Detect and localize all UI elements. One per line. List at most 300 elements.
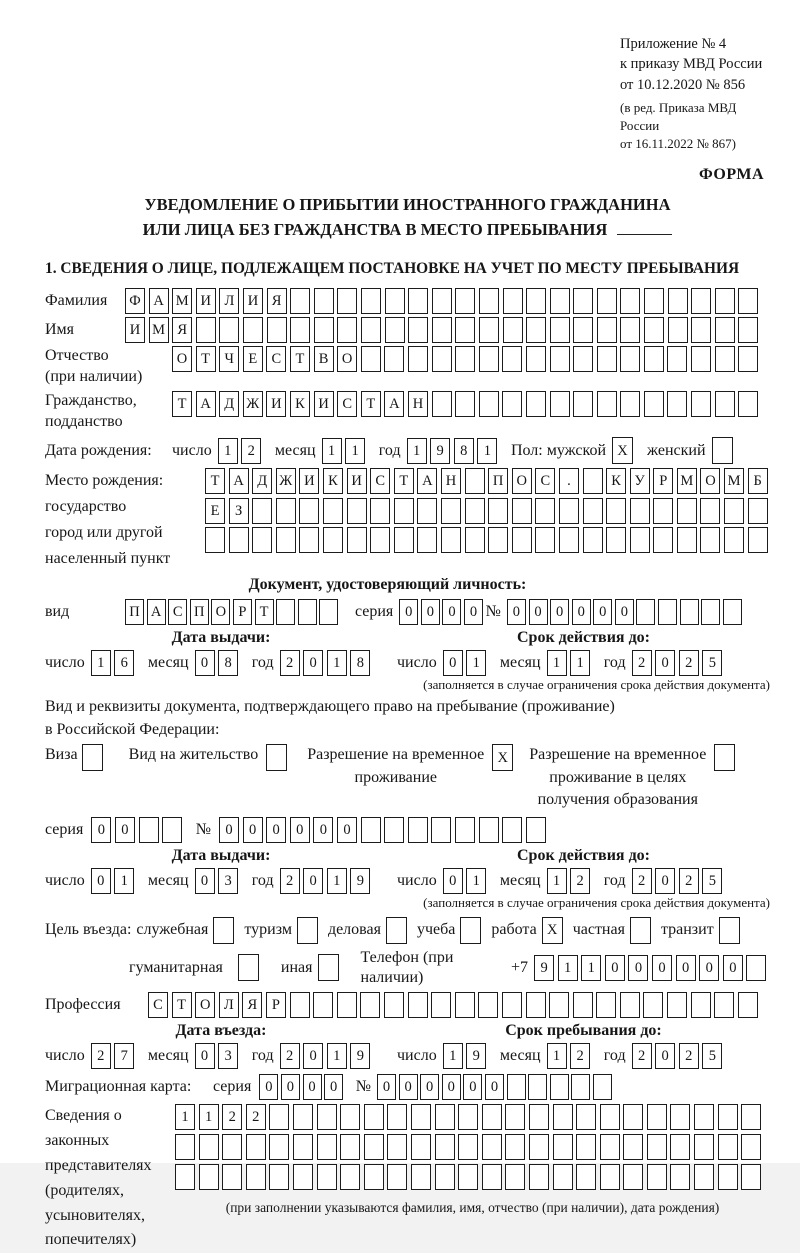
- entry-year-cells[interactable]: [280, 1043, 374, 1069]
- char-cell: [680, 599, 699, 625]
- birthplace-label3: город или другой: [45, 524, 163, 542]
- birthplace-row3-cells[interactable]: [205, 527, 771, 553]
- stay-day-cells[interactable]: [443, 1043, 490, 1069]
- char-cell: [573, 992, 593, 1018]
- char-cell: [677, 527, 697, 553]
- passport-valid-day-cells[interactable]: [443, 650, 490, 676]
- char-cell: [479, 317, 499, 343]
- char-cell: [507, 1074, 526, 1100]
- residence-valid-year-cells[interactable]: [632, 868, 726, 894]
- char-cell: [465, 498, 485, 524]
- temp-residence-label1: Разрешение на временное: [307, 746, 485, 764]
- char-cell: [387, 1164, 407, 1190]
- char-cell: [435, 1104, 455, 1130]
- day-word: число: [397, 872, 437, 890]
- char-cell: [505, 1104, 525, 1130]
- citizenship-cells[interactable]: [172, 391, 762, 417]
- char-cell: [600, 1134, 620, 1160]
- char-cell: К: [606, 468, 626, 494]
- char-cell: 1: [547, 868, 567, 894]
- legal-reps-label4: (родителях,: [45, 1181, 125, 1199]
- char-cell: [252, 527, 272, 553]
- residence-doc-line1: Вид и реквизиты документа, подтверждающего право на пребывание (проживание): [45, 698, 615, 716]
- birthdate-month-cells[interactable]: [322, 438, 369, 464]
- doc-number-cells[interactable]: [507, 599, 745, 625]
- char-cell: [535, 498, 555, 524]
- char-cell: К: [290, 391, 310, 417]
- visa-option: [45, 744, 103, 771]
- firstname-label: Имя: [45, 321, 75, 339]
- char-cell: 0: [572, 599, 591, 625]
- doc-number-label: №: [485, 603, 501, 621]
- char-cell: Т: [205, 468, 225, 494]
- char-cell: [290, 288, 310, 314]
- char-cell: [408, 317, 428, 343]
- char-cell: [712, 437, 733, 464]
- purpose-humanitarian-checkbox[interactable]: [238, 954, 259, 981]
- char-cell: [694, 1134, 714, 1160]
- birthplace-row1-cells[interactable]: [205, 468, 771, 494]
- char-cell: [643, 992, 663, 1018]
- char-cell: [478, 992, 498, 1018]
- char-cell: [411, 1104, 431, 1130]
- char-cell: 0: [195, 1043, 215, 1069]
- char-cell: 0: [195, 650, 215, 676]
- document-reference: [620, 34, 770, 153]
- char-cell: [267, 317, 287, 343]
- patronymic-field: [45, 346, 770, 388]
- char-cell: [479, 288, 499, 314]
- char-cell: X: [612, 437, 633, 464]
- migration-number-label: №: [355, 1077, 371, 1095]
- char-cell: [553, 1104, 573, 1130]
- passport-valid-month-cells[interactable]: [547, 650, 594, 676]
- purpose-opt8-label: гуманитарная: [129, 958, 223, 976]
- passport-issue-year-cells[interactable]: [280, 650, 374, 676]
- char-cell: [647, 1104, 667, 1130]
- char-cell: О: [700, 468, 720, 494]
- char-cell: 0: [655, 650, 675, 676]
- char-cell: Д: [252, 468, 272, 494]
- char-cell: Я: [172, 317, 192, 343]
- char-cell: 9: [466, 1043, 486, 1069]
- char-cell: [550, 317, 570, 343]
- char-cell: [139, 817, 159, 843]
- char-cell: 0: [377, 1074, 396, 1100]
- char-cell: 9: [534, 955, 554, 981]
- char-cell: 0: [676, 955, 696, 981]
- edu-residence-checkbox[interactable]: [714, 744, 735, 771]
- char-cell: [394, 527, 414, 553]
- char-cell: [479, 346, 499, 372]
- char-cell: [411, 1134, 431, 1160]
- char-cell: [387, 1104, 407, 1130]
- char-cell: И: [347, 468, 367, 494]
- purpose-opt5-label: работа: [491, 921, 537, 939]
- char-cell: О: [512, 468, 532, 494]
- char-cell: П: [488, 468, 508, 494]
- char-cell: Н: [408, 391, 428, 417]
- edu-residence-label3: получения образования: [537, 791, 698, 809]
- char-cell: [503, 288, 523, 314]
- surname-cells[interactable]: [125, 288, 762, 314]
- char-cell: М: [724, 468, 744, 494]
- char-cell: 0: [699, 955, 719, 981]
- purpose-field-line2: [45, 948, 770, 988]
- stay-year-cells[interactable]: [632, 1043, 726, 1069]
- edu-residence-option: [529, 744, 735, 811]
- char-cell: 0: [443, 868, 463, 894]
- birthdate-field: [45, 437, 770, 464]
- char-cell: Е: [205, 498, 225, 524]
- char-cell: [715, 346, 735, 372]
- residence-valid-month-cells[interactable]: [547, 868, 594, 894]
- char-cell: 0: [91, 817, 111, 843]
- char-cell: 1: [547, 1043, 567, 1069]
- char-cell: [290, 992, 310, 1018]
- purpose-transit-checkbox[interactable]: [719, 917, 740, 944]
- month-word: месяц: [499, 1046, 541, 1064]
- char-cell: [623, 1134, 643, 1160]
- char-cell: Т: [290, 346, 310, 372]
- char-cell: Р: [653, 468, 673, 494]
- char-cell: М: [149, 317, 169, 343]
- char-cell: Т: [394, 468, 414, 494]
- char-cell: А: [417, 468, 437, 494]
- char-cell: 1: [199, 1104, 219, 1130]
- entry-day-cells[interactable]: [91, 1043, 138, 1069]
- char-cell: [435, 1134, 455, 1160]
- char-cell: [340, 1104, 360, 1130]
- char-cell: [647, 1134, 667, 1160]
- month-word: месяц: [147, 872, 189, 890]
- char-cell: [411, 1164, 431, 1190]
- char-cell: 0: [420, 1074, 439, 1100]
- migration-number-cells[interactable]: [377, 1074, 615, 1100]
- residence-issue-day-cells[interactable]: [91, 868, 138, 894]
- char-cell: [738, 288, 758, 314]
- char-cell: [431, 992, 451, 1018]
- residence-valid-day-cells[interactable]: [443, 868, 490, 894]
- residence-issue-month-cells[interactable]: [195, 868, 242, 894]
- char-cell: [550, 1074, 569, 1100]
- stay-month-cells[interactable]: [547, 1043, 594, 1069]
- purpose-private-checkbox[interactable]: [630, 917, 651, 944]
- char-cell: 2: [246, 1104, 266, 1130]
- char-cell: [455, 817, 475, 843]
- entry-month-cells[interactable]: [195, 1043, 242, 1069]
- doc-type-label: вид: [45, 603, 70, 621]
- passport-issue-heading: Дата выдачи:: [171, 629, 271, 647]
- purpose-opt3-label: деловая: [327, 921, 381, 939]
- char-cell: [550, 346, 570, 372]
- char-cell: [526, 391, 546, 417]
- char-cell: [677, 498, 697, 524]
- char-cell: [714, 992, 734, 1018]
- char-cell: 0: [399, 599, 418, 625]
- char-cell: Т: [196, 346, 216, 372]
- char-cell: [435, 1164, 455, 1190]
- char-cell: 0: [313, 817, 333, 843]
- purpose-business-checkbox[interactable]: [386, 917, 407, 944]
- purpose-official-checkbox[interactable]: [213, 917, 234, 944]
- entry-dates-block: [45, 1021, 770, 1069]
- char-cell: [432, 346, 452, 372]
- char-cell: [644, 346, 664, 372]
- char-cell: [741, 1134, 761, 1160]
- gender-male-checkbox[interactable]: [612, 437, 633, 464]
- legal-reps-note: (при заполнении указываются фамилия, имя, отчество (при наличии), дата рождения): [225, 1199, 720, 1215]
- char-cell: 1: [114, 868, 134, 894]
- char-cell: [623, 1164, 643, 1190]
- birthdate-day-cells[interactable]: [218, 438, 265, 464]
- char-cell: П: [190, 599, 209, 625]
- month-word: месяц: [274, 441, 316, 459]
- char-cell: 1: [345, 438, 365, 464]
- char-cell: [597, 288, 617, 314]
- char-cell: 0: [628, 955, 648, 981]
- char-cell: [361, 346, 381, 372]
- char-cell: [667, 391, 687, 417]
- char-cell: 0: [195, 868, 215, 894]
- char-cell: [314, 288, 334, 314]
- phone-prefix: +7: [511, 958, 529, 976]
- char-cell: И: [125, 317, 145, 343]
- char-cell: Б: [748, 468, 768, 494]
- char-cell: О: [337, 346, 357, 372]
- char-cell: 9: [350, 868, 370, 894]
- char-cell: [361, 817, 381, 843]
- char-cell: 1: [477, 438, 497, 464]
- char-cell: Я: [242, 992, 262, 1018]
- birthdate-year-cells[interactable]: [407, 438, 501, 464]
- residence-serial-field: [45, 817, 770, 843]
- char-cell: [340, 1164, 360, 1190]
- char-cell: [668, 317, 688, 343]
- char-cell: 1: [91, 650, 111, 676]
- char-cell: Е: [243, 346, 263, 372]
- citizenship-label2: подданство: [45, 412, 123, 430]
- identity-doc-heading: Документ, удостоверяющий личность:: [248, 576, 527, 594]
- char-cell: 0: [303, 1043, 323, 1069]
- char-cell: [576, 1134, 596, 1160]
- gender-female-checkbox[interactable]: [712, 437, 733, 464]
- char-cell: [243, 317, 263, 343]
- forma-label: ФОРМА: [698, 166, 764, 184]
- char-cell: [213, 917, 234, 944]
- residence-issue-year-cells[interactable]: [280, 868, 374, 894]
- passport-valid-year-cells[interactable]: [632, 650, 726, 676]
- legal-reps-row1-cells[interactable]: [175, 1104, 770, 1130]
- char-cell: 0: [507, 599, 526, 625]
- doc-series-cells[interactable]: [399, 599, 485, 625]
- char-cell: [317, 1104, 337, 1130]
- char-cell: [512, 498, 532, 524]
- char-cell: [502, 346, 522, 372]
- purpose-label: Цель въезда:: [45, 921, 132, 939]
- char-cell: И: [243, 288, 263, 314]
- char-cell: 0: [652, 955, 672, 981]
- purpose-tourism-checkbox[interactable]: [297, 917, 318, 944]
- char-cell: .: [559, 468, 579, 494]
- char-cell: [293, 1104, 313, 1130]
- patronymic-label: Отчество: [45, 347, 109, 365]
- char-cell: [526, 817, 546, 843]
- purpose-other-checkbox[interactable]: [318, 954, 339, 981]
- residence-valid-heading: Срок действия до:: [517, 847, 650, 865]
- gender-female-label: женский: [647, 441, 706, 459]
- char-cell: [718, 1134, 738, 1160]
- char-cell: 0: [303, 1074, 322, 1100]
- patronymic-cells[interactable]: [172, 346, 762, 372]
- temp-residence-label2: проживание: [354, 768, 437, 786]
- char-cell: [417, 527, 437, 553]
- char-cell: Ч: [219, 346, 239, 372]
- char-cell: 1: [407, 438, 427, 464]
- char-cell: 0: [303, 650, 323, 676]
- birthplace-row2-cells[interactable]: [205, 498, 771, 524]
- char-cell: 0: [303, 868, 323, 894]
- char-cell: [719, 917, 740, 944]
- char-cell: [386, 917, 407, 944]
- char-cell: [526, 346, 546, 372]
- char-cell: [458, 1164, 478, 1190]
- char-cell: 5: [702, 868, 722, 894]
- char-cell: [670, 1164, 690, 1190]
- char-cell: [323, 527, 343, 553]
- char-cell: Т: [172, 992, 192, 1018]
- residence-number-cells[interactable]: [219, 817, 549, 843]
- doc-type-cells[interactable]: [125, 599, 341, 625]
- purpose-study-checkbox[interactable]: [460, 917, 481, 944]
- legal-reps-label2: законных: [45, 1131, 110, 1149]
- char-cell: [385, 288, 405, 314]
- passport-issue-day-cells[interactable]: [91, 650, 138, 676]
- char-cell: [700, 498, 720, 524]
- char-cell: [647, 1164, 667, 1190]
- char-cell: 0: [464, 599, 483, 625]
- char-cell: [318, 954, 339, 981]
- visa-checkbox[interactable]: [82, 744, 103, 771]
- char-cell: 1: [547, 650, 567, 676]
- profession-label: Профессия: [45, 995, 121, 1013]
- char-cell: [573, 317, 593, 343]
- purpose-opt7-label: транзит: [660, 921, 714, 939]
- citizenship-label: Гражданство,: [45, 391, 137, 409]
- residence-permit-checkbox[interactable]: [266, 744, 287, 771]
- legal-reps-row3-cells[interactable]: [175, 1164, 770, 1190]
- char-cell: [317, 1164, 337, 1190]
- purpose-work-checkbox[interactable]: [542, 917, 563, 944]
- char-cell: 1: [466, 650, 486, 676]
- char-cell: [313, 992, 333, 1018]
- char-cell: Н: [441, 468, 461, 494]
- firstname-cells[interactable]: [125, 317, 762, 343]
- char-cell: [653, 498, 673, 524]
- char-cell: 1: [327, 868, 347, 894]
- char-cell: [269, 1104, 289, 1130]
- char-cell: [597, 346, 617, 372]
- char-cell: [526, 317, 546, 343]
- char-cell: [465, 468, 485, 494]
- char-cell: [600, 1164, 620, 1190]
- char-cell: [583, 527, 603, 553]
- legal-reps-row2-cells[interactable]: [175, 1134, 770, 1160]
- patronymic-label2: (при наличии): [45, 368, 143, 385]
- day-word: число: [397, 1046, 437, 1064]
- validity-note: (заполняется в случае ограничения срока действия документа): [423, 895, 770, 911]
- char-cell: Ж: [276, 468, 296, 494]
- residence-number-label: №: [195, 821, 211, 839]
- char-cell: И: [266, 391, 286, 417]
- char-cell: С: [148, 992, 168, 1018]
- char-cell: 0: [463, 1074, 482, 1100]
- profession-cells[interactable]: [148, 992, 761, 1018]
- char-cell: [384, 992, 404, 1018]
- char-cell: [630, 527, 650, 553]
- char-cell: О: [211, 599, 230, 625]
- month-word: месяц: [499, 654, 541, 672]
- char-cell: 0: [115, 817, 135, 843]
- char-cell: 0: [550, 599, 569, 625]
- char-cell: [431, 817, 451, 843]
- char-cell: 6: [114, 650, 134, 676]
- char-cell: [408, 346, 428, 372]
- purpose-opt2-label: туризм: [244, 921, 292, 939]
- month-word: месяц: [147, 1046, 189, 1064]
- char-cell: [385, 317, 405, 343]
- char-cell: [276, 527, 296, 553]
- char-cell: [583, 468, 603, 494]
- char-cell: А: [384, 391, 404, 417]
- char-cell: П: [125, 599, 144, 625]
- char-cell: 9: [350, 1043, 370, 1069]
- char-cell: [219, 317, 239, 343]
- char-cell: [748, 527, 768, 553]
- phone-cells[interactable]: [534, 955, 770, 981]
- gender-male-label: Пол: мужской: [510, 441, 607, 459]
- migration-series-cells[interactable]: [259, 1074, 345, 1100]
- char-cell: И: [299, 468, 319, 494]
- char-cell: 2: [241, 438, 261, 464]
- char-cell: М: [677, 468, 697, 494]
- char-cell: [229, 527, 249, 553]
- char-cell: [667, 346, 687, 372]
- char-cell: [370, 498, 390, 524]
- char-cell: [337, 288, 357, 314]
- char-cell: [738, 346, 758, 372]
- char-cell: 1: [443, 1043, 463, 1069]
- char-cell: [408, 992, 428, 1018]
- char-cell: 2: [679, 650, 699, 676]
- passport-issue-month-cells[interactable]: [195, 650, 242, 676]
- char-cell: 0: [399, 1074, 418, 1100]
- identity-doc-field: [45, 599, 770, 625]
- char-cell: 2: [632, 1043, 652, 1069]
- year-word: год: [251, 1046, 274, 1064]
- char-cell: [455, 317, 475, 343]
- char-cell: 2: [91, 1043, 111, 1069]
- char-cell: [529, 1164, 549, 1190]
- char-cell: [505, 1134, 525, 1160]
- char-cell: [670, 1134, 690, 1160]
- temp-residence-checkbox[interactable]: [492, 744, 513, 771]
- char-cell: 1: [327, 1043, 347, 1069]
- residence-series-cells[interactable]: [91, 817, 185, 843]
- year-word: год: [251, 654, 274, 672]
- purpose-opt1-label: служебная: [136, 921, 209, 939]
- profession-field: [45, 992, 770, 1018]
